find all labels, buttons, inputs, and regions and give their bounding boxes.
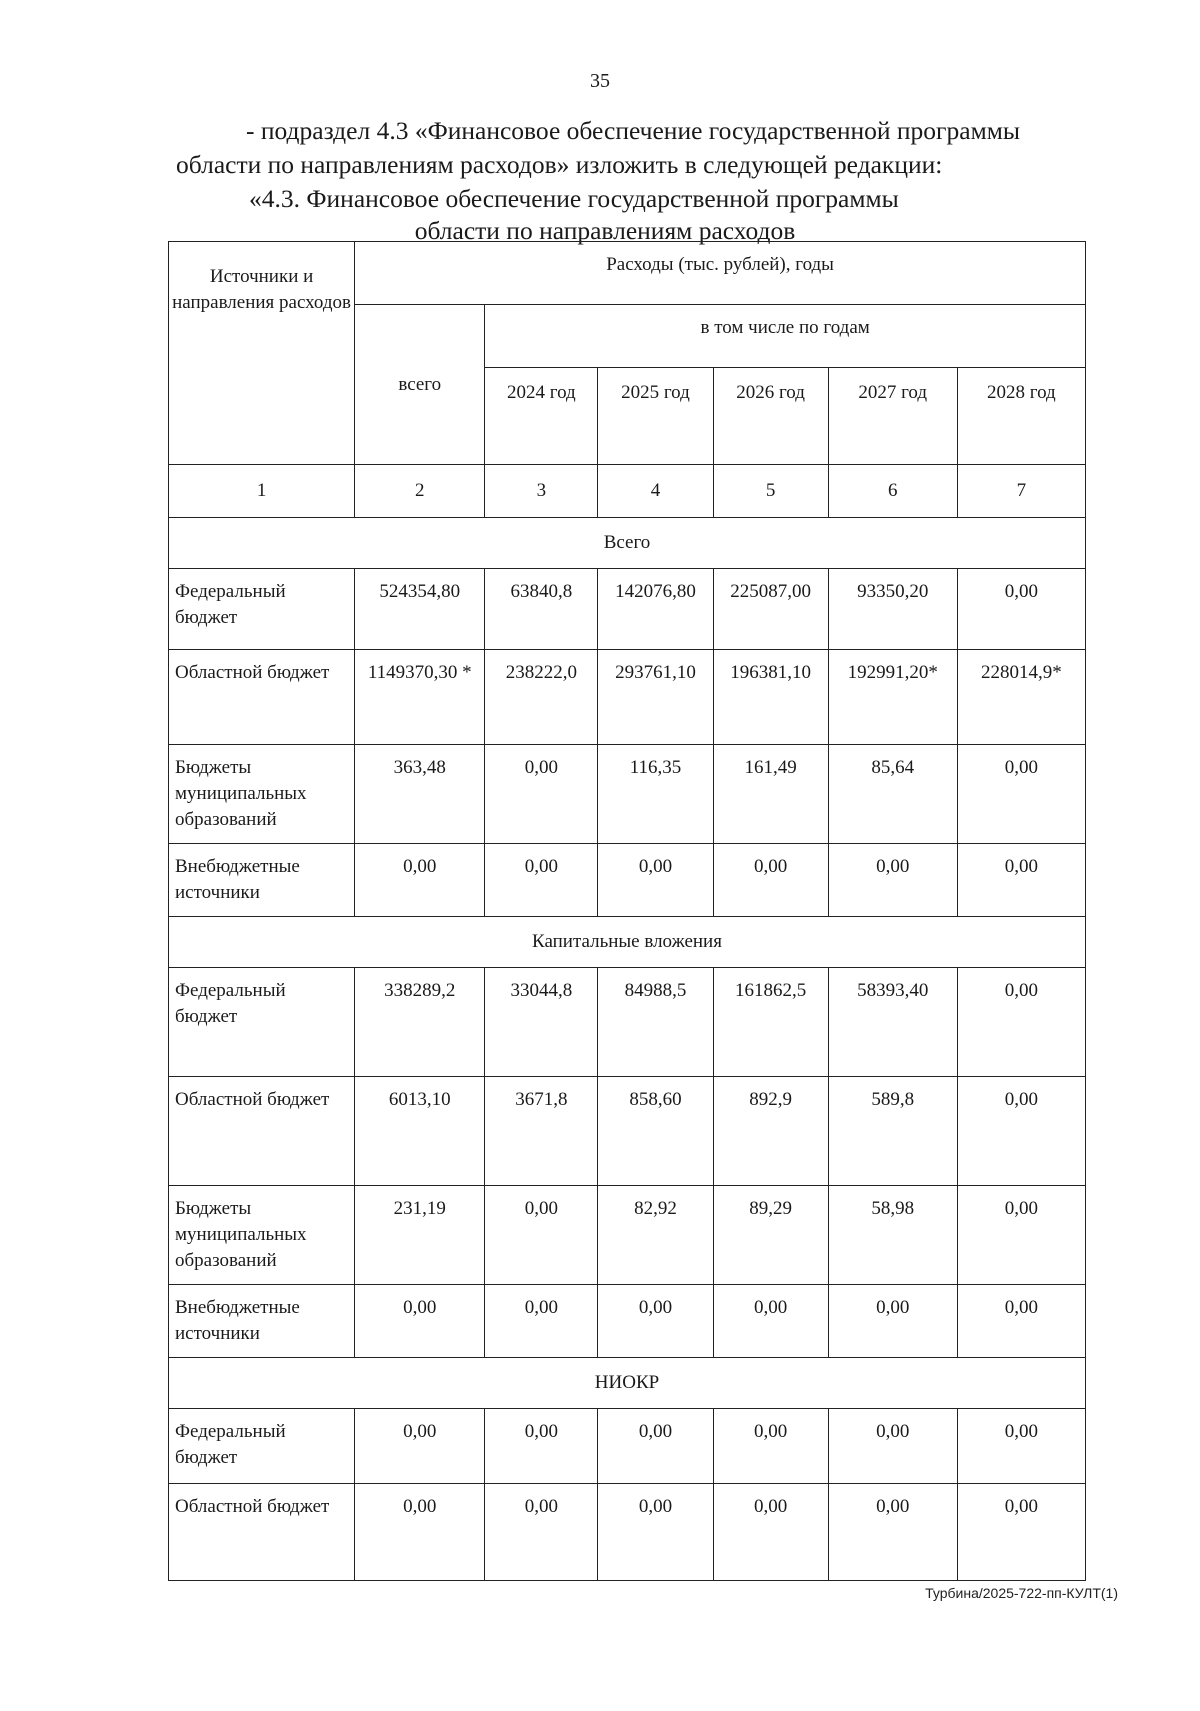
header-total: всего: [355, 305, 485, 465]
header-year: 2024 год: [485, 368, 598, 465]
cell-value: 0,00: [828, 1484, 957, 1581]
section-title: Всего: [169, 518, 1086, 569]
cell-value: 0,00: [828, 844, 957, 917]
cell-value: 33044,8: [485, 968, 598, 1077]
table-row: [169, 1484, 1086, 1581]
cell-value: 0,00: [598, 1409, 713, 1484]
intro-line-2: области по направлениям расходов» изложить в следующей редакции:: [176, 150, 943, 179]
row-label: Областной бюджет: [169, 1484, 355, 1581]
cell-value: 0,00: [957, 968, 1085, 1077]
section-title: Капитальные вложения: [169, 917, 1086, 968]
cell-value: 524354,80: [355, 569, 485, 650]
cell-value: 0,00: [598, 844, 713, 917]
section-heading-line-1: «4.3. Финансовое обеспечение государственной программы: [249, 184, 899, 213]
cell-value: 0,00: [713, 844, 828, 917]
cell-value: 161862,5: [713, 968, 828, 1077]
cell-value: 0,00: [713, 1484, 828, 1581]
table-row: [169, 968, 1086, 1077]
table-row: [169, 569, 1086, 650]
cell-value: 82,92: [598, 1186, 713, 1285]
column-number: 4: [598, 465, 713, 518]
cell-value: 0,00: [485, 745, 598, 844]
table-row: [169, 1285, 1086, 1358]
cell-value: 0,00: [355, 844, 485, 917]
table-row: [169, 1077, 1086, 1186]
table-row: [169, 650, 1086, 745]
row-label: Областной бюджет: [169, 1077, 355, 1186]
row-label: Федеральный бюджет: [169, 1409, 355, 1484]
column-number: 3: [485, 465, 598, 518]
page-number: 35: [590, 70, 610, 92]
column-number: 6: [828, 465, 957, 518]
cell-value: 238222,0: [485, 650, 598, 745]
cell-value: 58,98: [828, 1186, 957, 1285]
cell-value: 0,00: [957, 1186, 1085, 1285]
header-year: 2028 год: [957, 368, 1085, 465]
cell-value: 1149370,30 *: [355, 650, 485, 745]
cell-value: 84988,5: [598, 968, 713, 1077]
cell-value: 0,00: [355, 1484, 485, 1581]
cell-value: 0,00: [355, 1285, 485, 1358]
cell-value: 0,00: [713, 1409, 828, 1484]
cell-value: 196381,10: [713, 650, 828, 745]
section-title: НИОКР: [169, 1358, 1086, 1409]
cell-value: 293761,10: [598, 650, 713, 745]
row-label: Бюджеты муниципальных образований: [169, 1186, 355, 1285]
cell-value: 0,00: [957, 1285, 1085, 1358]
cell-value: 228014,9*: [957, 650, 1085, 745]
table-row: [169, 1409, 1086, 1484]
table-row: [169, 745, 1086, 844]
cell-value: 85,64: [828, 745, 957, 844]
header-including-by-years: в том числе по годам: [485, 305, 1086, 368]
cell-value: 192991,20*: [828, 650, 957, 745]
cell-value: 0,00: [485, 1409, 598, 1484]
cell-value: 363,48: [355, 745, 485, 844]
cell-value: 0,00: [957, 1077, 1085, 1186]
header-year: 2025 год: [598, 368, 713, 465]
section-heading-line-2: области по направлениям расходов: [414, 216, 796, 245]
cell-value: 58393,40: [828, 968, 957, 1077]
cell-value: 93350,20: [828, 569, 957, 650]
cell-value: 0,00: [485, 844, 598, 917]
cell-value: 116,35: [598, 745, 713, 844]
header-year: 2027 год: [828, 368, 957, 465]
cell-value: 0,00: [828, 1409, 957, 1484]
row-label: Внебюджетные источники: [169, 1285, 355, 1358]
cell-value: 0,00: [957, 569, 1085, 650]
cell-value: 0,00: [598, 1484, 713, 1581]
row-label: Внебюджетные источники: [169, 844, 355, 917]
financing-table: [168, 241, 1086, 1581]
cell-value: 0,00: [485, 1285, 598, 1358]
cell-value: 0,00: [957, 844, 1085, 917]
cell-value: 0,00: [355, 1409, 485, 1484]
header-year: 2026 год: [713, 368, 828, 465]
cell-value: 0,00: [957, 1484, 1085, 1581]
cell-value: 6013,10: [355, 1077, 485, 1186]
column-number: 2: [355, 465, 485, 518]
cell-value: 0,00: [957, 745, 1085, 844]
cell-value: 225087,00: [713, 569, 828, 650]
cell-value: 63840,8: [485, 569, 598, 650]
document-code: Турбина/2025-722-пп-КУЛТ(1): [925, 1585, 1118, 1601]
row-label: Областной бюджет: [169, 650, 355, 745]
cell-value: 0,00: [598, 1285, 713, 1358]
table-row: [169, 844, 1086, 917]
column-number: 1: [169, 465, 355, 518]
cell-value: 0,00: [957, 1409, 1085, 1484]
column-number: 5: [713, 465, 828, 518]
column-number: 7: [957, 465, 1085, 518]
cell-value: 338289,2: [355, 968, 485, 1077]
cell-value: 0,00: [828, 1285, 957, 1358]
header-expenses: Расходы (тыс. рублей), годы: [355, 242, 1086, 305]
cell-value: 161,49: [713, 745, 828, 844]
cell-value: 3671,8: [485, 1077, 598, 1186]
cell-value: 0,00: [485, 1186, 598, 1285]
cell-value: 892,9: [713, 1077, 828, 1186]
row-label: Федеральный бюджет: [169, 569, 355, 650]
row-label: Бюджеты муниципальных образований: [169, 745, 355, 844]
cell-value: 0,00: [713, 1285, 828, 1358]
cell-value: 142076,80: [598, 569, 713, 650]
header-sources: Источники и направления расходов: [169, 242, 355, 465]
cell-value: 858,60: [598, 1077, 713, 1186]
table-row: [169, 1186, 1086, 1285]
cell-value: 231,19: [355, 1186, 485, 1285]
cell-value: 0,00: [485, 1484, 598, 1581]
cell-value: 589,8: [828, 1077, 957, 1186]
row-label: Федеральный бюджет: [169, 968, 355, 1077]
cell-value: 89,29: [713, 1186, 828, 1285]
intro-line-1: - подраздел 4.3 «Финансовое обеспечение государственной программы: [246, 116, 1020, 145]
